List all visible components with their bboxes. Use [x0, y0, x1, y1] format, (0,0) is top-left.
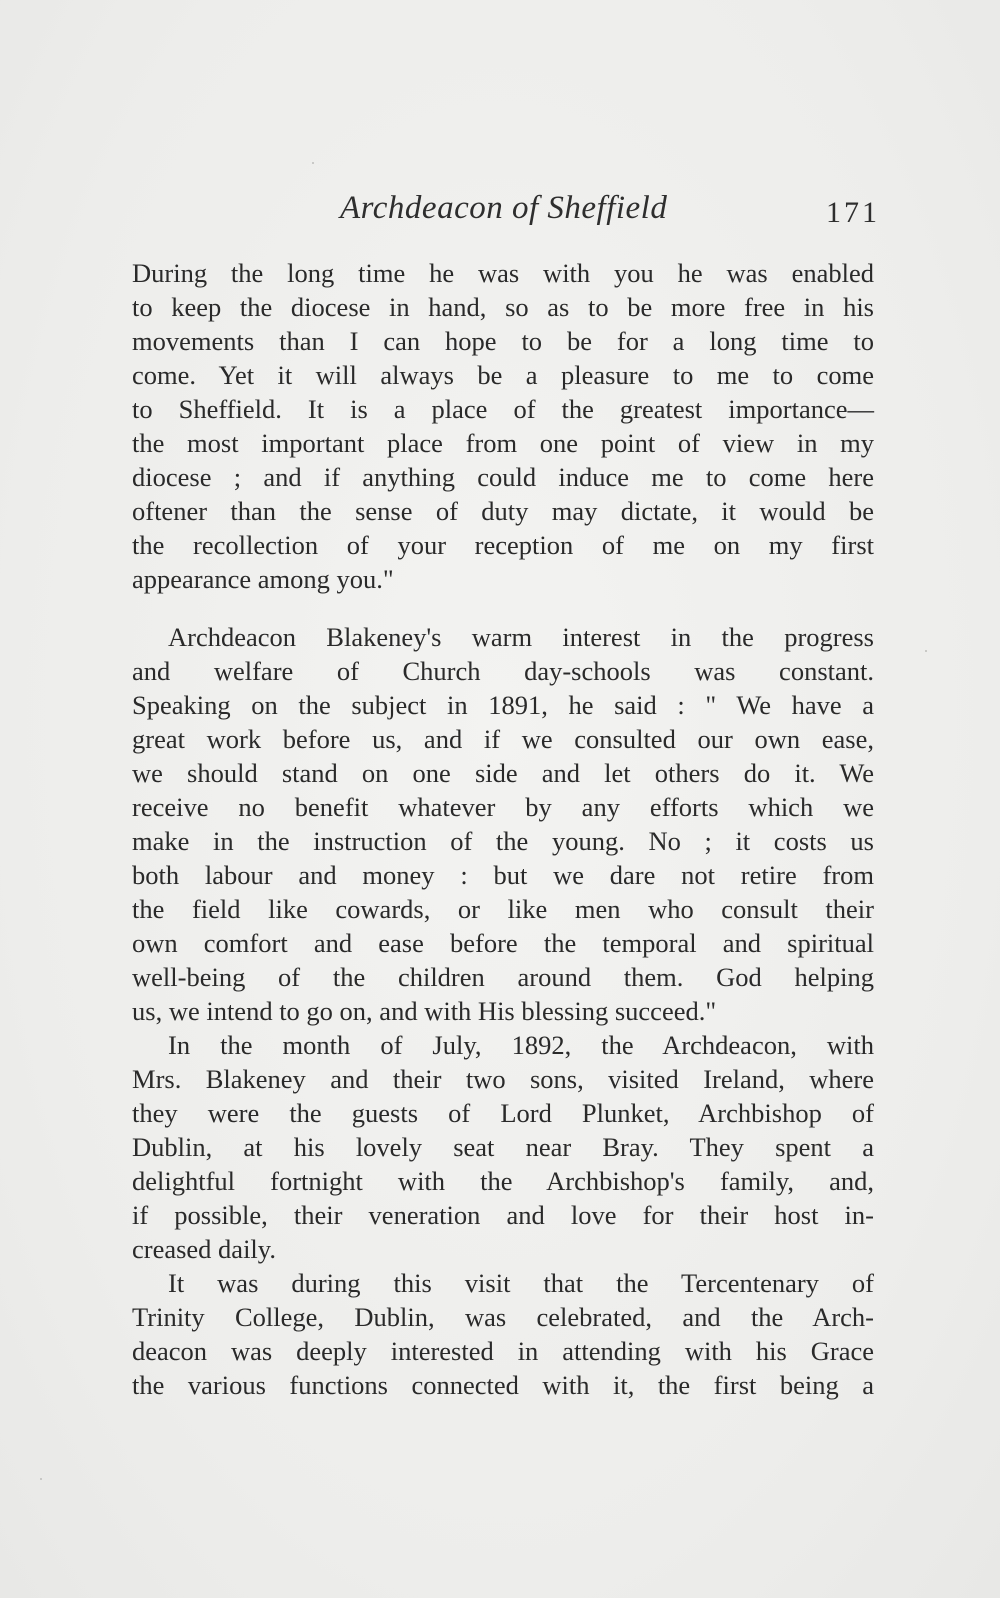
text-line: oftener than the sense of duty may dictate, it would be: [132, 496, 874, 526]
paragraph-1: [132, 256, 874, 596]
text-line: creased daily.: [132, 1234, 276, 1264]
text-line: the various functions connected with it, the first being a: [132, 1370, 874, 1400]
text-line: own comfort and ease before the temporal and spiritual: [132, 928, 874, 958]
text-line: Archdeacon Blakeney's warm interest in the progress: [168, 622, 874, 652]
text-line: if possible, their veneration and love for their host in-: [132, 1200, 874, 1230]
text-line: us, we intend to go on, and with His blessing succeed.": [132, 996, 717, 1026]
text-line: the field like cowards, or like men who consult their: [132, 894, 874, 924]
text-line: It was during this visit that the Tercentenary of: [168, 1268, 874, 1298]
paragraph-gap: [132, 596, 874, 620]
running-head: [140, 190, 880, 234]
text-line: we should stand on one side and let others do it. We: [132, 758, 874, 788]
text-line: great work before us, and if we consulted our own ease,: [132, 724, 874, 754]
paragraph-3: [132, 1028, 874, 1266]
text-line: receive no benefit whatever by any efforts which we: [132, 792, 874, 822]
text-line: During the long time he was with you he was enabled: [132, 258, 874, 288]
text-line: both labour and money : but we dare not retire from: [132, 860, 874, 890]
text-line: diocese ; and if anything could induce me to come here: [132, 462, 874, 492]
text-line: the recollection of your reception of me on my first: [132, 530, 874, 560]
text-line: make in the instruction of the young. No ; it costs us: [132, 826, 874, 856]
text-line: Dublin, at his lovely seat near Bray. They spent a: [132, 1132, 874, 1162]
paper-speck: [925, 650, 927, 652]
text-line: to Sheffield. It is a place of the greatest importance—: [132, 394, 874, 424]
text-line: movements than I can hope to be for a long time to: [132, 326, 874, 356]
paper-speck: [40, 1478, 42, 1480]
text-line: and welfare of Church day-schools was constant.: [132, 656, 874, 686]
text-line: delightful fortnight with the Archbishop's family, and,: [132, 1166, 874, 1196]
running-title: Archdeacon of Sheffield: [340, 190, 668, 226]
page-number: 171: [826, 196, 880, 229]
text-line: to keep the diocese in hand, so as to be more free in his: [132, 292, 874, 322]
paragraph-2: [132, 620, 874, 1028]
text-line: Trinity College, Dublin, was celebrated, and the Arch-: [132, 1302, 874, 1332]
text-line: the most important place from one point of view in my: [132, 428, 874, 458]
text-line: appearance among you.": [132, 564, 394, 594]
text-line: they were the guests of Lord Plunket, Archbishop of: [132, 1098, 874, 1128]
body-text: [132, 256, 874, 1402]
text-line: come. Yet it will always be a pleasure to me to come: [132, 360, 874, 390]
text-line: Speaking on the subject in 1891, he said : " We have a: [132, 690, 874, 720]
text-line: In the month of July, 1892, the Archdeacon, with: [168, 1030, 874, 1060]
text-line: Mrs. Blakeney and their two sons, visited Ireland, where: [132, 1064, 874, 1094]
text-line: well-being of the children around them. God helping: [132, 962, 874, 992]
paragraph-4: [132, 1266, 874, 1402]
paper-speck: [312, 162, 314, 164]
text-line: deacon was deeply interested in attending with his Grace: [132, 1336, 874, 1366]
